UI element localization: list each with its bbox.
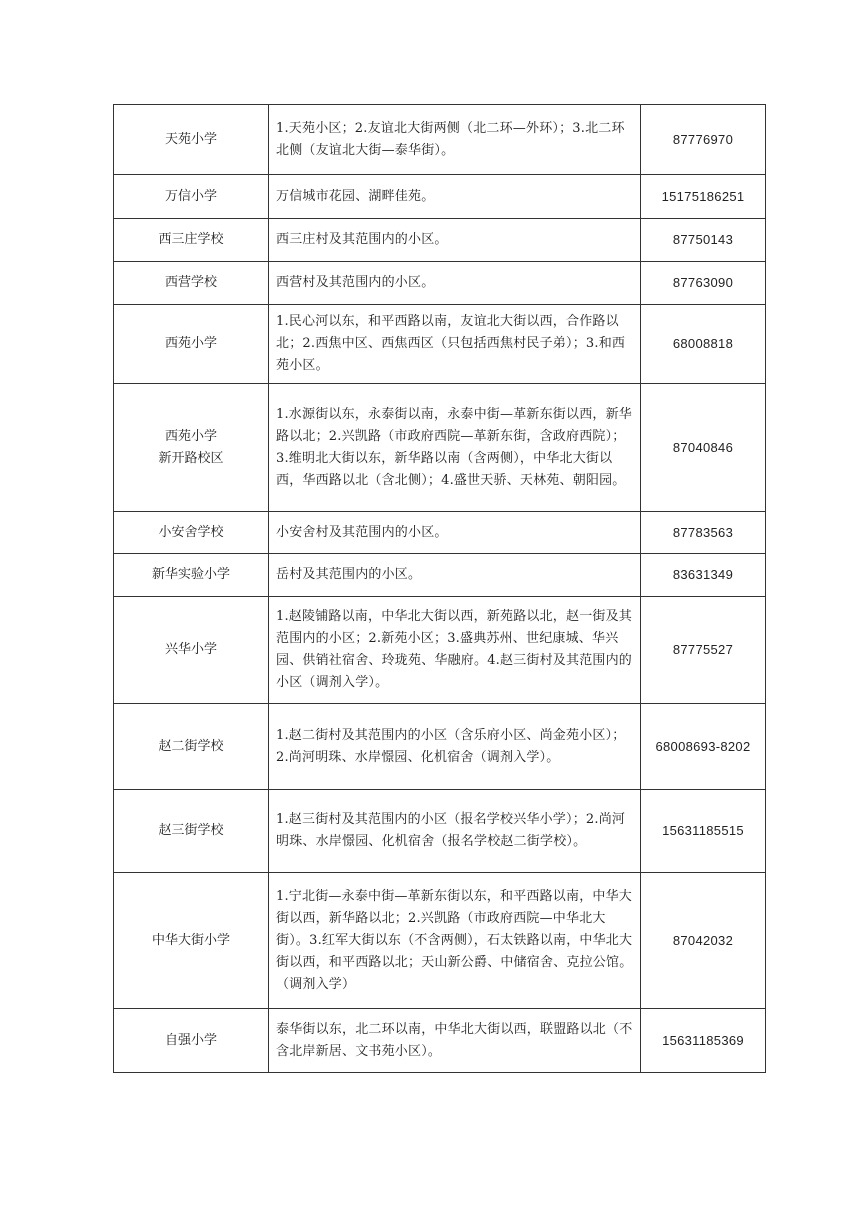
school-name: 万信小学 <box>164 188 217 204</box>
phone-number-cell: 87042032 <box>641 873 766 1009</box>
phone-number-cell: 87750143 <box>641 219 766 262</box>
phone-number-cell: 87763090 <box>641 262 766 305</box>
school-name-cell <box>114 790 269 873</box>
table-row <box>114 384 766 512</box>
table-row <box>114 219 766 262</box>
enrollment-area-cell: 西三庄村及其范围内的小区。 <box>269 219 641 262</box>
table-body <box>114 105 766 1073</box>
phone-number-cell: 87040846 <box>641 384 766 512</box>
table-row <box>114 704 766 790</box>
school-name-cell <box>114 262 269 305</box>
enrollment-area-cell: 1.天苑小区；2.友谊北大街两侧（北二环—外环）；3.北二环北侧（友谊北大街—泰华街）。 <box>269 105 641 175</box>
enrollment-area-cell: 万信城市花园、湖畔佳苑。 <box>269 175 641 219</box>
table-row <box>114 175 766 219</box>
table-row <box>114 262 766 305</box>
school-name-cell <box>114 105 269 175</box>
table-row <box>114 305 766 384</box>
phone-number-cell: 68008818 <box>641 305 766 384</box>
school-name: 赵三街学校 <box>158 823 224 838</box>
enrollment-area-cell: 1.赵二街村及其范围内的小区（含乐府小区、尚金苑小区）；2.尚河明珠、水岸憬园、化机宿舍（调剂入学）。 <box>269 704 641 790</box>
document-page <box>113 104 765 1073</box>
enrollment-area-cell: 1.民心河以东，和平西路以南，友谊北大街以西，合作路以北；2.西焦中区、西焦西区（只包括西焦村民子弟）；3.和西苑小区。 <box>269 305 641 384</box>
enrollment-area-cell: 小安舍村及其范围内的小区。 <box>269 512 641 554</box>
school-name: 西苑小学 <box>164 336 217 351</box>
school-name-cell <box>114 873 269 1009</box>
school-name-cell <box>114 597 269 704</box>
school-name: 兴华小学 <box>164 642 217 657</box>
table-row <box>114 597 766 704</box>
school-name-cell <box>114 175 269 219</box>
table-row <box>114 790 766 873</box>
enrollment-area-cell: 西营村及其范围内的小区。 <box>269 262 641 305</box>
table-row <box>114 512 766 554</box>
school-name-cell <box>114 1009 269 1073</box>
phone-number-cell: 15631185515 <box>641 790 766 873</box>
school-name-cell <box>114 554 269 597</box>
school-name: 新华实验小学 <box>151 567 230 582</box>
school-name: 自强小学 <box>164 1032 217 1048</box>
enrollment-area-cell: 1.宁北街—永泰中街—革新东街以东，和平西路以南，中华大街以西，新华路以北；2.兴凯路（市政府西院—中华北大街）。3.红军大街以东（不含两侧），石太铁路以南，中华北大街以西，和平西路以北；天山新公爵、中储宿舍、克拉公馆。（调剂入学） <box>269 873 641 1009</box>
table-row <box>114 554 766 597</box>
enrollment-area-cell: 1.赵陵铺路以南，中华北大街以西，新苑路以北，赵一街及其范围内的小区；2.新苑小区；3.盛典苏州、世纪康城、华兴园、供销社宿舍、玲珑苑、华融府。4.赵三街村及其范围内的小区（调剂入学）。 <box>269 597 641 704</box>
phone-number-cell: 87775527 <box>641 597 766 704</box>
school-name-cell <box>114 305 269 384</box>
school-name-cell <box>114 512 269 554</box>
table-row <box>114 105 766 175</box>
school-name: 天苑小学 <box>164 131 217 147</box>
phone-number-cell: 87783563 <box>641 512 766 554</box>
school-name: 小安舍学校 <box>158 524 224 540</box>
school-name: 西营学校 <box>164 275 217 290</box>
school-name: 西苑小学 <box>164 428 217 444</box>
phone-number-cell: 15175186251 <box>641 175 766 219</box>
phone-number-cell: 83631349 <box>641 554 766 597</box>
table-row <box>114 873 766 1009</box>
school-name: 赵二街学校 <box>158 738 224 754</box>
school-name-cell <box>114 704 269 790</box>
enrollment-area-cell: 1.赵三街村及其范围内的小区（报名学校兴华小学）；2.尚河明珠、水岸憬园、化机宿舍（报名学校赵二街学校）。 <box>269 790 641 873</box>
enrollment-area-cell: 岳村及其范围内的小区。 <box>269 554 641 597</box>
school-name: 新开路校区 <box>158 450 224 466</box>
table-row <box>114 1009 766 1073</box>
enrollment-area-cell: 1.水源街以东，永泰街以南，永泰中街—革新东街以西，新华路以北；2.兴凯路（市政府西院—革新东街，含政府西院）；3.维明北大街以东，新华路以南（含两侧），中华北大街以西，华西路以北（含北侧）；4.盛世天骄、天林苑、朝阳园。 <box>269 384 641 512</box>
school-name: 中华大街小学 <box>151 932 230 948</box>
phone-number-cell: 15631185369 <box>641 1009 766 1073</box>
school-name: 西三庄学校 <box>158 232 224 247</box>
school-district-table <box>113 104 766 1073</box>
school-name-cell <box>114 219 269 262</box>
phone-number-cell: 68008693-8202 <box>641 704 766 790</box>
phone-number-cell: 87776970 <box>641 105 766 175</box>
enrollment-area-cell: 泰华街以东，北二环以南，中华北大街以西，联盟路以北（不含北岸新居、文书苑小区）。 <box>269 1009 641 1073</box>
school-name-cell <box>114 384 269 512</box>
